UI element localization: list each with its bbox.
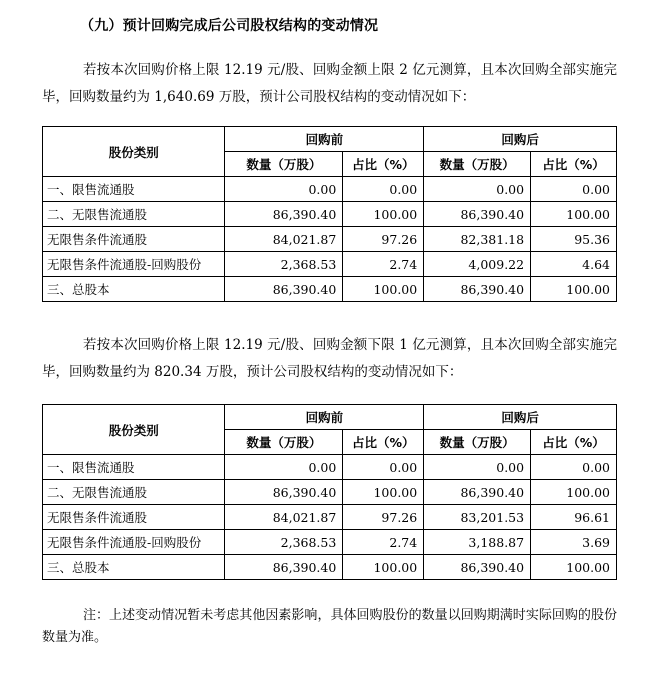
section-heading: （九）预计回购完成后公司股权结构的变动情况 (80, 18, 379, 34)
qty-after: 86,390.40 (424, 202, 531, 227)
header-before: 回购前 (225, 127, 424, 152)
table-row (43, 555, 617, 580)
pct-before: 100.00 (343, 480, 424, 505)
qty-before: 86,390.40 (225, 202, 343, 227)
qty-after: 4,009.22 (424, 252, 531, 277)
pct-before: 2.74 (343, 530, 424, 555)
table-header-row (43, 127, 617, 152)
table-row (43, 480, 617, 505)
paragraph-upper-limit: 若按本次回购价格上限 12.19 元/股、回购金额上限 2 亿元测算，且本次回购全部实施完毕，回购数量约为 1,640.69 万股，预计公司股权结构的变动情况如下： (42, 62, 617, 105)
header-pct-after: 占比（%） (531, 152, 617, 177)
qty-before: 2,368.53 (225, 530, 343, 555)
pct-before: 100.00 (343, 555, 424, 580)
row-label: 二、无限售流通股 (43, 202, 225, 227)
equity-structure-table-upper (42, 126, 617, 302)
qty-before: 0.00 (225, 177, 343, 202)
qty-after: 86,390.40 (424, 555, 531, 580)
header-pct-before: 占比（%） (343, 430, 424, 455)
table-row (43, 455, 617, 480)
qty-after: 86,390.40 (424, 480, 531, 505)
row-label: 一、限售流通股 (43, 177, 225, 202)
pct-before: 100.00 (343, 202, 424, 227)
paragraph-lower-limit: 若按本次回购价格上限 12.19 元/股、回购金额下限 1 亿元测算，且本次回购全部实施完毕，回购数量约为 820.34 万股，预计公司股权结构的变动情况如下： (42, 337, 617, 380)
table-row (43, 202, 617, 227)
qty-after: 82,381.18 (424, 227, 531, 252)
qty-before: 86,390.40 (225, 555, 343, 580)
header-qty-before: 数量（万股） (225, 152, 343, 177)
qty-after: 0.00 (424, 455, 531, 480)
qty-before: 84,021.87 (225, 227, 343, 252)
row-label: 二、无限售流通股 (43, 480, 225, 505)
row-label: 无限售条件流通股-回购股份 (43, 252, 225, 277)
qty-before: 86,390.40 (225, 277, 343, 302)
qty-after: 83,201.53 (424, 505, 531, 530)
table-row (43, 227, 617, 252)
pct-before: 97.26 (343, 505, 424, 530)
pct-before: 0.00 (343, 455, 424, 480)
pct-after: 100.00 (531, 277, 617, 302)
table-row (43, 177, 617, 202)
table-row (43, 530, 617, 555)
qty-after: 86,390.40 (424, 277, 531, 302)
footnote: 注：上述变动情况暂未考虑其他因素影响，具体回购股份的数量以回购期满时实际回购的股份数量为准。 (42, 608, 617, 645)
row-label: 三、总股本 (43, 277, 225, 302)
table-row (43, 252, 617, 277)
pct-before: 100.00 (343, 277, 424, 302)
header-pct-after: 占比（%） (531, 430, 617, 455)
qty-before: 0.00 (225, 455, 343, 480)
table-header-row (43, 405, 617, 430)
pct-before: 2.74 (343, 252, 424, 277)
qty-after: 3,188.87 (424, 530, 531, 555)
header-qty-before: 数量（万股） (225, 430, 343, 455)
row-label: 一、限售流通股 (43, 455, 225, 480)
row-label: 无限售条件流通股 (43, 505, 225, 530)
header-after: 回购后 (424, 405, 617, 430)
table-row (43, 505, 617, 530)
header-category: 股份类别 (43, 405, 225, 455)
table-row (43, 277, 617, 302)
qty-before: 86,390.40 (225, 480, 343, 505)
pct-after: 3.69 (531, 530, 617, 555)
pct-after: 100.00 (531, 202, 617, 227)
row-label: 无限售条件流通股-回购股份 (43, 530, 225, 555)
pct-after: 100.00 (531, 480, 617, 505)
pct-before: 0.00 (343, 177, 424, 202)
header-pct-before: 占比（%） (343, 152, 424, 177)
qty-before: 2,368.53 (225, 252, 343, 277)
pct-after: 96.61 (531, 505, 617, 530)
pct-after: 0.00 (531, 177, 617, 202)
pct-after: 95.36 (531, 227, 617, 252)
header-qty-after: 数量（万股） (424, 152, 531, 177)
pct-after: 0.00 (531, 455, 617, 480)
qty-after: 0.00 (424, 177, 531, 202)
pct-after: 100.00 (531, 555, 617, 580)
row-label: 无限售条件流通股 (43, 227, 225, 252)
row-label: 三、总股本 (43, 555, 225, 580)
header-after: 回购后 (424, 127, 617, 152)
pct-after: 4.64 (531, 252, 617, 277)
qty-before: 84,021.87 (225, 505, 343, 530)
header-qty-after: 数量（万股） (424, 430, 531, 455)
header-category: 股份类别 (43, 127, 225, 177)
pct-before: 97.26 (343, 227, 424, 252)
equity-structure-table-lower (42, 404, 617, 580)
header-before: 回购前 (225, 405, 424, 430)
